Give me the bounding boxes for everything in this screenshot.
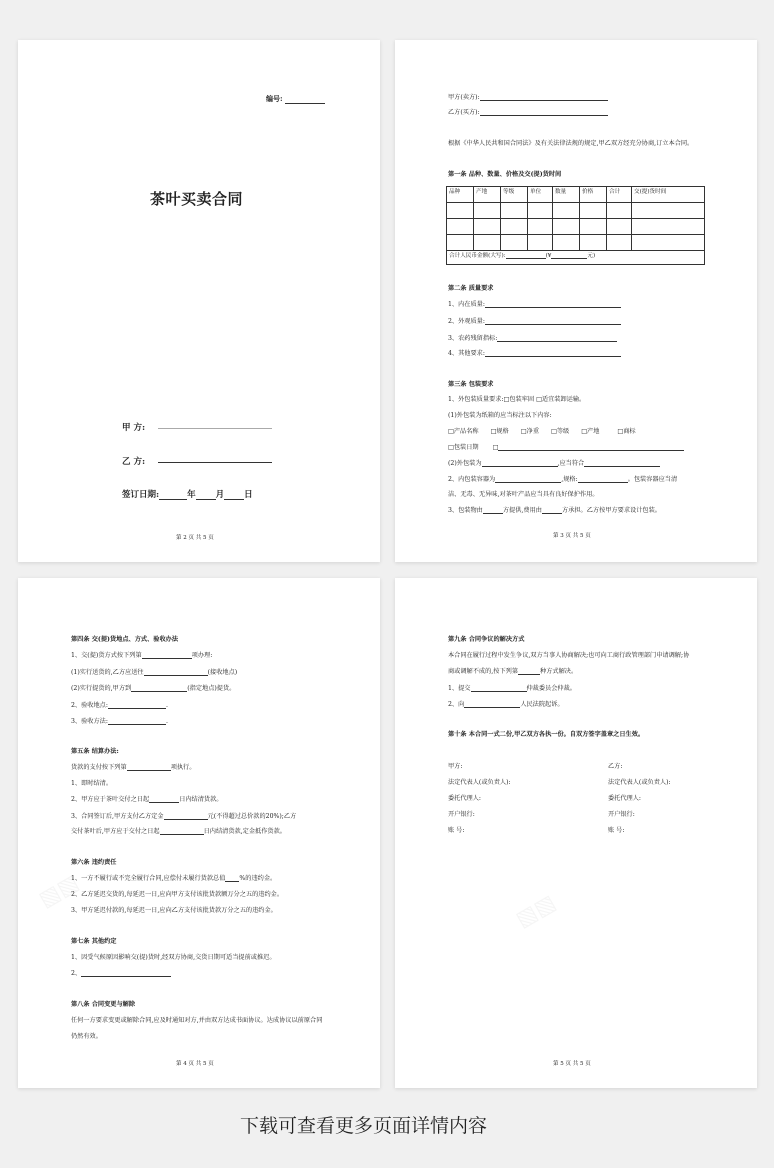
page-4: [18, 578, 380, 1088]
other-terms-2-label: 2、: [71, 970, 82, 977]
party-b-line: [158, 462, 272, 463]
list-item: [448, 335, 617, 342]
table-header-cell: 合计: [607, 187, 632, 203]
table-header-cell: 单位: [528, 187, 553, 203]
payment-option-2: [71, 796, 223, 803]
option-net-weight: □净重: [520, 428, 540, 435]
option-origin: □产地: [581, 428, 600, 435]
acceptance-method-label: 3、验收方法:: [71, 718, 108, 725]
table-header-cell: 数量: [553, 187, 580, 203]
option-other: □: [492, 444, 499, 451]
buyer-label: 乙方(买方):: [448, 109, 480, 116]
page-5: [395, 578, 757, 1088]
intro-text: 根据《中华人民共和国合同法》及有关法律法规的规定,甲乙双方经充分协商,订立本合同。: [448, 140, 694, 147]
seller-row: [448, 94, 608, 101]
sign-left-bank: 开户银行:: [448, 811, 475, 818]
option-pack-date: □包装日期: [448, 444, 479, 451]
page-cover: [18, 40, 380, 562]
quality-item-label: 1、内在质量:: [448, 301, 485, 308]
table-total-unit: 元): [587, 253, 596, 259]
sign-left-rep: 法定代表人(或负责人):: [448, 779, 511, 786]
party-b-label: 乙 方:: [122, 457, 146, 467]
payment-option-2-suffix: 日内结清货款。: [179, 796, 223, 803]
page-footer: 第 5 页 共 5 页: [553, 1061, 591, 1067]
dispute-option-1-label: 1、提交: [448, 685, 471, 692]
table-header-cell: 交(提)货时间: [632, 187, 705, 203]
liability-2: 2、乙方延迟交货的,每延迟一日,应向甲方支付该批货款额万分之五的违约金。: [71, 891, 284, 898]
payment-option-2-label: 2、甲方应于茶叶交付之日起: [71, 796, 150, 803]
year-label: 年: [187, 490, 196, 500]
seller-label: 甲方(卖方):: [448, 94, 480, 101]
quality-item-label: 2、外观质量:: [448, 318, 485, 325]
sign-right-agent: 委托代理人:: [608, 795, 642, 802]
sign-date: [122, 488, 253, 500]
dispute-option-2-label: 2、向: [448, 701, 465, 708]
table-header-cell: 品种: [447, 187, 474, 203]
delivery-option-1-suffix: (接收地点): [207, 669, 238, 676]
sign-left-agent: 委托代理人:: [448, 795, 482, 802]
dispute-line-2: [448, 668, 577, 675]
article-3-title: 第三条 包装要求: [448, 381, 494, 388]
packaging-line-8: [448, 507, 661, 514]
packaging-label-options: [448, 428, 636, 435]
article-1-title: 第一条 品种、数量、价格及交(提)货时间: [448, 171, 562, 178]
option-product-name: □产品名称: [448, 428, 479, 435]
payment-option-3-cont: [71, 828, 286, 835]
article-9-title: 第九条 合同争议的解决方式: [448, 636, 525, 643]
spec-label: ,规格:: [561, 476, 578, 483]
other-terms-1: 1、因受气候原因影响交(提)货时,经双方协商,交货日期可适当提前或推迟。: [71, 954, 276, 961]
table-total-currency: (¥: [545, 253, 552, 259]
list-item: [448, 301, 621, 308]
provider-label: 3、包装物由: [448, 507, 483, 514]
buyer-row: [448, 109, 608, 116]
delivery-option-2-label: (2)实行提货的,甲方到: [71, 685, 132, 692]
payment-option-3-cont-suffix: 日内结清货款,定金抵作货款。: [203, 828, 286, 835]
acceptance-place-label: 2、验收地点:: [71, 702, 108, 709]
watermark: [511, 889, 560, 932]
modification-line-2: 仍然有效。: [71, 1033, 102, 1040]
page-footer: 第 3 页 共 5 页: [553, 533, 591, 539]
payment-terms-suffix: 项执行。: [170, 764, 196, 771]
delivery-option-2-suffix: (指定地点)提货。: [187, 685, 236, 692]
packaging-line-5: [448, 460, 660, 467]
sign-left-party: 甲方:: [448, 763, 463, 770]
delivery-option-2: [71, 685, 235, 692]
article-7-title: 第七条 其他约定: [71, 938, 117, 945]
liability-3: 3、甲方延迟付款的,每延迟一日,应向乙方支付该批货款万分之五的违约金。: [71, 907, 277, 914]
dispute-option-2: [448, 701, 564, 708]
sign-date-label: 签订日期:: [122, 490, 160, 500]
article-10: 第十条 本合同一式二份,甲乙双方各执一份。自双方签字盖章之日生效。: [448, 731, 645, 738]
sign-right-party: 乙方:: [608, 763, 623, 770]
table-header-cell: 产地: [474, 187, 501, 203]
contract-number: [266, 94, 325, 104]
design-label: 方承担。乙方按甲方要求设计包装。: [561, 507, 661, 514]
table-header-row: [447, 187, 705, 203]
sign-right-bank: 开户银行:: [608, 811, 635, 818]
packaging-line-6: [448, 476, 677, 483]
table-header-cell: 等级: [501, 187, 528, 203]
acceptance-method: 3、验收方法: .: [71, 718, 168, 725]
table-row: [447, 235, 705, 251]
payment-option-3: [71, 813, 296, 820]
sign-right-account: 账 号:: [608, 827, 625, 834]
dispute-line-1: 本合同在履行过程中发生争议,双方当事人协商解决;也可向工商行政管理部门申请调解;协: [448, 652, 690, 659]
option-spec: □规格: [490, 428, 509, 435]
list-item: [448, 318, 621, 325]
article-5-title: 第五条 结算办法:: [71, 748, 119, 755]
contract-title: 茶叶买卖合同: [150, 190, 244, 208]
dispute-option-2-suffix: 人民法院起诉。: [520, 701, 564, 708]
packaging-line-7: 洁、无毒、无异味,对茶叶产品应当具有良好保护作用。: [448, 491, 599, 498]
payment-terms-label: 货款的支付按下列第: [71, 764, 127, 771]
dispute-line-2-label: 商或调解不成的,按下列第: [448, 668, 519, 675]
conform-label: ,应当符合: [557, 460, 585, 467]
dispute-line-2-suffix: 种方式解决。: [540, 668, 578, 675]
download-caption: 下载可查看更多页面详情内容: [240, 1115, 488, 1137]
payment-option-3-label: 3、合同签订后,甲方支付乙方定金: [71, 813, 164, 820]
quality-item-label: 4、其他要求:: [448, 350, 485, 357]
quality-item-label: 3、农药残留指标:: [448, 335, 498, 342]
delivery-option-1: [71, 669, 237, 676]
table-row: [447, 203, 705, 219]
party-a-label: 甲 方:: [122, 423, 146, 433]
dispute-option-1-suffix: 仲裁委员会仲裁。: [526, 685, 576, 692]
dispute-option-1: [448, 685, 576, 692]
article-8-title: 第八条 合同变更与解除: [71, 1001, 136, 1008]
page-footer: 第 2 页 共 5 页: [176, 535, 214, 541]
table-header-cell: 价格: [580, 187, 607, 203]
option-trademark: □商标: [617, 428, 636, 435]
liability-1-label: 1、一方不履行或不完全履行合同,应偿付未履行货款总值: [71, 875, 226, 882]
party-a-line: [158, 428, 272, 429]
sign-left-account: 账 号:: [448, 827, 465, 834]
contract-number-label: 编号:: [266, 94, 283, 103]
goods-table: [446, 186, 705, 265]
packaging-line-1: 1、外包装质量要求:□包装牢固 □适宜装卸运输。: [448, 396, 586, 403]
inner-pack-label: 2、内包装容器为: [448, 476, 496, 483]
outer-pack-label: (2)外包装为: [448, 460, 482, 467]
day-label: 日: [244, 490, 253, 500]
page-footer: 第 4 页 共 5 页: [176, 1061, 214, 1067]
option-grade: □等级: [550, 428, 570, 435]
table-total-label: 合计人民币金额(大写):: [449, 253, 506, 259]
page-3: [395, 40, 757, 562]
sign-right-rep: 法定代表人(或负责人):: [608, 779, 671, 786]
modification-line-1: 任何一方要求变更或解除合同,应及时通知对方,并由双方达成书面协议。达成协议以前原合同: [71, 1017, 323, 1024]
other-terms-2: [71, 970, 171, 977]
acceptance-place: 2、验收地点: .: [71, 702, 168, 709]
month-label: 月: [215, 490, 225, 500]
payment-option-3-suffix: 元(不得超过总价款的20%);乙方: [207, 813, 297, 820]
liability-1: [71, 875, 276, 882]
packaging-line-2: (1)外包装为纸箱的应当标注以下内容:: [448, 412, 552, 419]
article-6-title: 第六条 违约责任: [71, 859, 117, 866]
container-requirement: 。包装容器应当清: [627, 476, 678, 483]
list-item: [448, 350, 621, 357]
article-2-title: 第二条 质量要求: [448, 285, 494, 292]
payment-terms: [71, 764, 195, 771]
delivery-method-suffix: 项办理:: [191, 652, 213, 659]
packaging-line-4: [448, 444, 684, 451]
table-row: [447, 219, 705, 235]
delivery-option-1-label: (1)实行送货的,乙方应送往: [71, 669, 144, 676]
delivery-method: [71, 652, 212, 659]
article-4-title: 第四条 交(提)货地点、方式、验收办法: [71, 636, 179, 643]
delivery-method-label: 1、交(提)货方式按下列第: [71, 652, 142, 659]
liability-1-suffix: %的违约金。: [239, 875, 277, 882]
cost-label: 方提供,费用由: [502, 507, 542, 514]
table-total-row: [447, 251, 705, 265]
payment-option-1: 1、即时结清。: [71, 780, 113, 787]
payment-option-3-cont-label: 交付茶叶后,甲方应于交付之日起: [71, 828, 160, 835]
